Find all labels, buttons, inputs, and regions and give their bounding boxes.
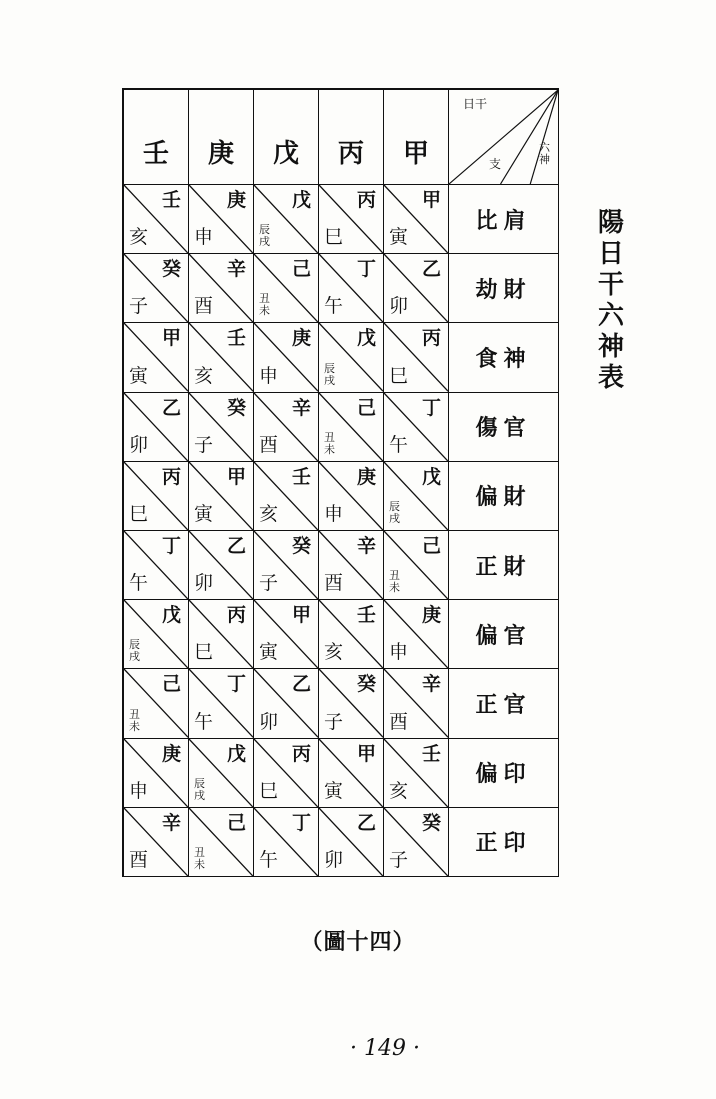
heavenly-stem-label: 丙 [356, 189, 376, 211]
earthly-branch-label: 酉 [194, 295, 214, 318]
heavenly-stem-label: 丁 [226, 673, 246, 696]
stem-branch-cell [384, 185, 449, 254]
stem-branch-cell [124, 808, 189, 877]
stem-branch-cell [384, 531, 449, 600]
heavenly-stem-label: 丁 [421, 396, 441, 419]
stem-branch-cell [319, 808, 384, 877]
six-god-label: 比肩 [449, 185, 559, 254]
stem-branch-cell [124, 393, 189, 462]
heavenly-stem-label: 甲 [356, 742, 376, 765]
heavenly-stem-label: 己 [291, 258, 311, 281]
earthly-branch-label: 卯 [259, 710, 279, 733]
stem-branch-cell [384, 254, 449, 323]
earthly-branch-label: 巳 [389, 364, 409, 387]
stem-branch-cell [384, 808, 449, 877]
stem-branch-cell [254, 531, 319, 600]
heavenly-stem-label: 丁 [356, 258, 376, 281]
earthly-branch-label: 酉 [129, 848, 149, 871]
corner-header [449, 90, 559, 185]
heavenly-stem-label: 辛 [161, 811, 181, 834]
heavenly-stem-label: 庚 [356, 465, 376, 488]
heavenly-stem-label: 甲 [291, 604, 311, 627]
stem-branch-cell [124, 323, 189, 392]
earthly-branch-label: 巳 [324, 226, 344, 249]
earthly-branch-label: 寅 [194, 502, 214, 525]
corner-six-gods-label: 六神 [539, 141, 550, 166]
earthly-branch-label: 辰戌 [129, 638, 140, 664]
stem-branch-cell [254, 669, 319, 738]
earthly-branch-label: 卯 [324, 848, 344, 871]
heavenly-stem-label: 甲 [421, 189, 441, 211]
six-god-label: 食神 [449, 323, 559, 392]
heavenly-stem-label: 戊 [421, 465, 441, 488]
heavenly-stem-label: 庚 [421, 604, 441, 627]
earthly-branch-label: 午 [324, 295, 344, 318]
heavenly-stem-label: 壬 [291, 465, 311, 488]
earthly-branch-label: 子 [129, 295, 149, 318]
earthly-branch-label: 寅 [324, 779, 344, 802]
earthly-branch-label: 午 [129, 572, 149, 595]
heavenly-stem-label: 癸 [226, 396, 246, 419]
figure-caption: （圖十四） [300, 930, 416, 955]
heavenly-stem-label: 辛 [291, 396, 311, 419]
stem-branch-cell [189, 254, 254, 323]
stem-branch-cell [254, 462, 319, 531]
stem-branch-cell [384, 739, 449, 808]
heavenly-stem-label: 乙 [226, 534, 246, 557]
earthly-branch-label: 亥 [194, 364, 214, 387]
earthly-branch-label: 子 [194, 433, 214, 456]
earthly-branch-label: 丑未 [194, 845, 205, 871]
stem-branch-cell [319, 669, 384, 738]
earthly-branch-label: 亥 [324, 641, 344, 664]
heavenly-stem-label: 己 [421, 534, 441, 557]
earthly-branch-label: 卯 [129, 433, 149, 456]
heavenly-stem-label: 戊 [226, 742, 246, 765]
six-god-label: 偏官 [449, 600, 559, 669]
heavenly-stem-label: 庚 [161, 742, 181, 765]
stem-branch-cell [319, 462, 384, 531]
heavenly-stem-label: 丁 [291, 811, 311, 834]
heavenly-stem-label: 乙 [356, 811, 376, 834]
stem-branch-cell [124, 669, 189, 738]
stem-branch-cell [319, 254, 384, 323]
column-header: 戊 [254, 90, 319, 185]
six-god-label: 正財 [449, 531, 559, 600]
earthly-branch-label: 丑未 [389, 569, 400, 595]
stem-branch-cell [319, 531, 384, 600]
page-number: · 149 · [350, 1036, 420, 1061]
earthly-branch-label: 寅 [129, 364, 149, 387]
stem-branch-cell [319, 739, 384, 808]
column-header: 甲 [384, 90, 449, 185]
earthly-branch-label: 子 [324, 710, 344, 733]
stem-branch-cell [384, 393, 449, 462]
corner-day-stem-label: 日干 [463, 97, 488, 111]
earthly-branch-label: 辰戌 [324, 361, 335, 387]
earthly-branch-label: 酉 [389, 710, 409, 733]
stem-branch-cell [319, 600, 384, 669]
stem-branch-cell [189, 531, 254, 600]
stem-branch-cell [124, 185, 189, 254]
earthly-branch-label: 丑未 [324, 430, 335, 456]
heavenly-stem-label: 甲 [226, 465, 246, 488]
earthly-branch-label: 辰戌 [194, 776, 205, 802]
heavenly-stem-label: 乙 [421, 258, 441, 281]
stem-branch-cell [384, 462, 449, 531]
six-god-label: 正印 [449, 808, 559, 877]
stem-branch-cell [189, 808, 254, 877]
earthly-branch-label: 寅 [259, 641, 279, 664]
stem-branch-cell [124, 254, 189, 323]
earthly-branch-label: 巳 [194, 641, 214, 664]
heavenly-stem-label: 己 [161, 673, 181, 696]
six-gods-table [122, 88, 559, 877]
earthly-branch-label: 卯 [389, 295, 409, 318]
six-god-label: 偏印 [449, 739, 559, 808]
heavenly-stem-label: 癸 [356, 673, 376, 696]
heavenly-stem-label: 乙 [291, 673, 311, 696]
heavenly-stem-label: 己 [226, 811, 246, 834]
stem-branch-cell [319, 323, 384, 392]
heavenly-stem-label: 己 [356, 396, 376, 419]
heavenly-stem-label: 壬 [356, 604, 376, 627]
heavenly-stem-label: 癸 [161, 258, 181, 281]
stem-branch-cell [124, 531, 189, 600]
heavenly-stem-label: 丙 [421, 327, 441, 350]
six-god-label: 傷官 [449, 393, 559, 462]
heavenly-stem-label: 乙 [161, 396, 181, 419]
earthly-branch-label: 申 [324, 502, 344, 525]
column-header: 庚 [189, 90, 254, 185]
corner-branch-label: 支 [489, 157, 502, 171]
earthly-branch-label: 申 [194, 226, 214, 249]
stem-branch-cell [384, 600, 449, 669]
heavenly-stem-label: 癸 [421, 811, 441, 834]
earthly-branch-label: 午 [389, 433, 409, 456]
column-header: 丙 [319, 90, 384, 185]
heavenly-stem-label: 壬 [226, 327, 246, 350]
heavenly-stem-label: 丙 [161, 465, 181, 488]
heavenly-stem-label: 壬 [421, 742, 441, 765]
earthly-branch-label: 申 [389, 641, 409, 664]
stem-branch-cell [319, 185, 384, 254]
earthly-branch-label: 亥 [389, 779, 409, 802]
earthly-branch-label: 亥 [259, 502, 279, 525]
heavenly-stem-label: 丙 [226, 604, 246, 627]
stem-branch-cell [384, 323, 449, 392]
earthly-branch-label: 寅 [389, 226, 409, 249]
earthly-branch-label: 卯 [194, 572, 214, 595]
heavenly-stem-label: 庚 [291, 327, 311, 350]
six-god-label: 正官 [449, 669, 559, 738]
stem-branch-cell [189, 185, 254, 254]
earthly-branch-label: 巳 [259, 779, 279, 802]
stem-branch-cell [189, 323, 254, 392]
six-god-label: 劫財 [449, 254, 559, 323]
stem-branch-cell [189, 393, 254, 462]
stem-branch-cell [254, 185, 319, 254]
stem-branch-cell [189, 462, 254, 531]
column-header: 壬 [124, 90, 189, 185]
heavenly-stem-label: 丙 [291, 742, 311, 765]
earthly-branch-label: 子 [259, 572, 279, 595]
earthly-branch-label: 亥 [129, 226, 149, 249]
earthly-branch-label: 巳 [129, 502, 149, 525]
heavenly-stem-label: 戊 [356, 327, 376, 350]
stem-branch-cell [124, 462, 189, 531]
stem-branch-cell [254, 393, 319, 462]
heavenly-stem-label: 庚 [226, 189, 246, 211]
heavenly-stem-label: 戊 [291, 189, 311, 211]
stem-branch-cell [124, 739, 189, 808]
heavenly-stem-label: 戊 [161, 604, 181, 627]
heavenly-stem-label: 丁 [161, 534, 181, 557]
stem-branch-cell [189, 669, 254, 738]
earthly-branch-label: 申 [259, 364, 279, 387]
six-god-label: 偏財 [449, 462, 559, 531]
earthly-branch-label: 酉 [259, 433, 279, 456]
earthly-branch-label: 申 [129, 779, 149, 802]
earthly-branch-label: 丑未 [259, 292, 270, 318]
earthly-branch-label: 辰戌 [389, 499, 400, 525]
earthly-branch-label: 午 [194, 710, 214, 733]
stem-branch-cell [384, 669, 449, 738]
heavenly-stem-label: 辛 [226, 258, 246, 281]
stem-branch-cell [189, 739, 254, 808]
stem-branch-cell [189, 600, 254, 669]
stem-branch-cell [254, 600, 319, 669]
stem-branch-cell [254, 739, 319, 808]
stem-branch-cell [254, 254, 319, 323]
stem-branch-cell [124, 600, 189, 669]
heavenly-stem-label: 癸 [291, 534, 311, 557]
stem-branch-cell [254, 323, 319, 392]
heavenly-stem-label: 辛 [421, 673, 441, 696]
side-title: 陽日干六神表 [597, 208, 624, 393]
stem-branch-cell [254, 808, 319, 877]
heavenly-stem-label: 辛 [356, 534, 376, 557]
heavenly-stem-label: 甲 [161, 327, 181, 350]
earthly-branch-label: 子 [389, 848, 409, 871]
stem-branch-cell [319, 393, 384, 462]
earthly-branch-label: 午 [259, 848, 279, 871]
heavenly-stem-label: 壬 [161, 189, 181, 211]
earthly-branch-label: 辰戌 [259, 223, 270, 249]
earthly-branch-label: 酉 [324, 572, 344, 595]
earthly-branch-label: 丑未 [129, 707, 140, 733]
